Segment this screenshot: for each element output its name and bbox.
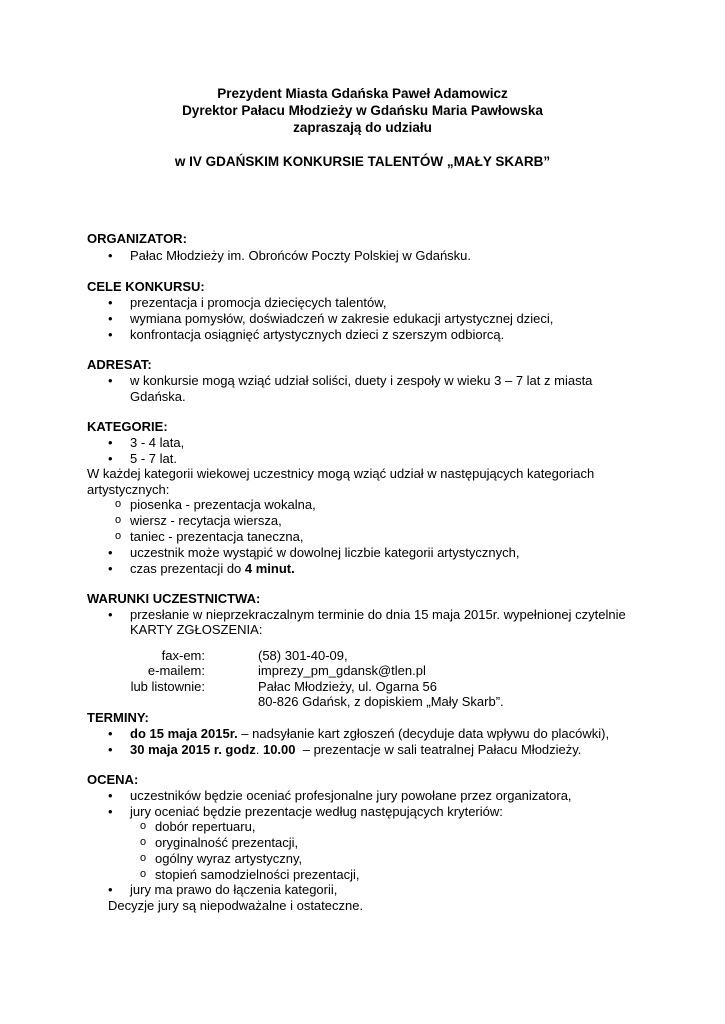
- presentation-time: 10.00: [262, 742, 296, 757]
- time-prefix: czas prezentacji do: [130, 561, 245, 576]
- adresat-item-line-2: Gdańska.: [130, 389, 186, 404]
- age-category: • 3 - 4 lata,: [130, 435, 184, 450]
- section-heading-ocena: OCENA:: [87, 772, 139, 787]
- adresat-item-line-1: • w konkursie mogą wziąć udział soliści, duety i zespoły w wieku 3 – 7 lat z miasta: [130, 373, 592, 388]
- warunki-item-line-1: • przesłanie w nieprzekraczalnym terminie do dnia 15 maja 2015r. wypełnionej czytelnie: [130, 607, 626, 622]
- cele-item: • wymiana pomysłów, doświadczeń w zakresie edukacji artystycznej dzieci,: [130, 311, 553, 326]
- section-heading-cele: CELE KONKURSU:: [87, 279, 205, 294]
- criterion: o ogólny wyraz artystyczny,: [155, 851, 302, 866]
- contact-value-post: Pałac Młodzieży, ul. Ogarna 56: [258, 679, 437, 694]
- contact-label-post: lub listownie:: [130, 679, 205, 694]
- warunki-item-line-2: KARTY ZGŁOSZENIA:: [130, 622, 263, 637]
- header-line-2: Dyrektor Pałacu Młodzieży w Gdańsku Maria Pawłowska: [182, 103, 543, 118]
- presentation-text: – prezentacje w sali teatralnej Pałacu Młodzieży.: [295, 742, 582, 757]
- contact-value-fax: (58) 301-40-09,: [258, 648, 348, 663]
- ocena-item: • uczestników będzie oceniać profesjonalne jury powołane przez organizatora,: [130, 788, 572, 803]
- contact-value-post-line-2: 80-826 Gdańsk, z dopiskiem „Mały Skarb”.: [258, 694, 504, 709]
- kategorie-paragraph-line-1: W każdej kategorii wiekowej uczestnicy mogą wziąć udział w następujących kategoriach: [87, 466, 595, 481]
- deadline-text: – nadsyłanie kart zgłoszeń (decyduje data wpływu do placówki),: [237, 726, 610, 741]
- header-line-3: zapraszają do udziału: [293, 120, 432, 135]
- criterion: o oryginalność prezentacji,: [155, 835, 298, 850]
- presentation-dot: .: [255, 742, 263, 757]
- cele-item: • konfrontacja osiągnięć artystycznych dzieci z szerszym odbiorcą.: [130, 327, 504, 342]
- time-limit: 4 minut.: [244, 561, 295, 576]
- kategorie-paragraph-line-2: artystycznych:: [87, 482, 170, 497]
- terminy-item-deadline: [130, 726, 609, 741]
- section-heading-terminy: TERMINY:: [87, 710, 149, 725]
- kategorie-item-time: [130, 561, 295, 576]
- contact-label-email: e-mailem:: [147, 663, 205, 678]
- cele-item: • prezentacja i promocja dziecięcych talentów,: [130, 295, 387, 310]
- terminy-item-presentation: [130, 742, 581, 757]
- kategorie-item-multi: • uczestnik może wystąpić w dowolnej liczbie kategorii artystycznych,: [130, 545, 519, 560]
- criterion: o stopień samodzielności prezentacji,: [155, 867, 360, 882]
- contact-value-email: imprezy_pm_gdansk@tlen.pl: [258, 663, 426, 678]
- ocena-final-statement: Decyzje jury są niepodważalne i ostateczne.: [108, 898, 364, 913]
- age-category: • 5 - 7 lat.: [130, 451, 177, 466]
- section-heading-warunki: WARUNKI UCZESTNICTWA:: [87, 591, 261, 606]
- section-heading-organizator: ORGANIZATOR:: [87, 231, 187, 246]
- criterion: o dobór repertuaru,: [155, 819, 255, 834]
- artistic-category: o taniec - prezentacja taneczna,: [130, 529, 303, 544]
- artistic-category: o wiersz - recytacja wiersza,: [130, 513, 282, 528]
- header-contest-title: w IV GDAŃSKIM KONKURSIE TALENTÓW „MAŁY SKARB”: [174, 154, 551, 169]
- section-heading-kategorie: KATEGORIE:: [87, 419, 168, 434]
- deadline-date: do 15 maja 2015r.: [130, 726, 238, 741]
- ocena-item: • jury ma prawo do łączenia kategorii,: [130, 882, 337, 897]
- organizator-item: • Pałac Młodzieży im. Obrońców Poczty Polskiej w Gdańsku.: [130, 248, 471, 263]
- presentation-date: 30 maja 2015 r. godz: [130, 742, 256, 757]
- header-line-1: Prezydent Miasta Gdańska Paweł Adamowicz: [217, 86, 508, 101]
- contact-label-fax: fax-em:: [161, 648, 205, 663]
- ocena-item: • jury oceniać będzie prezentacje według następujących kryteriów:: [130, 804, 503, 819]
- section-heading-adresat: ADRESAT:: [87, 357, 152, 372]
- artistic-category: o piosenka - prezentacja wokalna,: [130, 497, 316, 512]
